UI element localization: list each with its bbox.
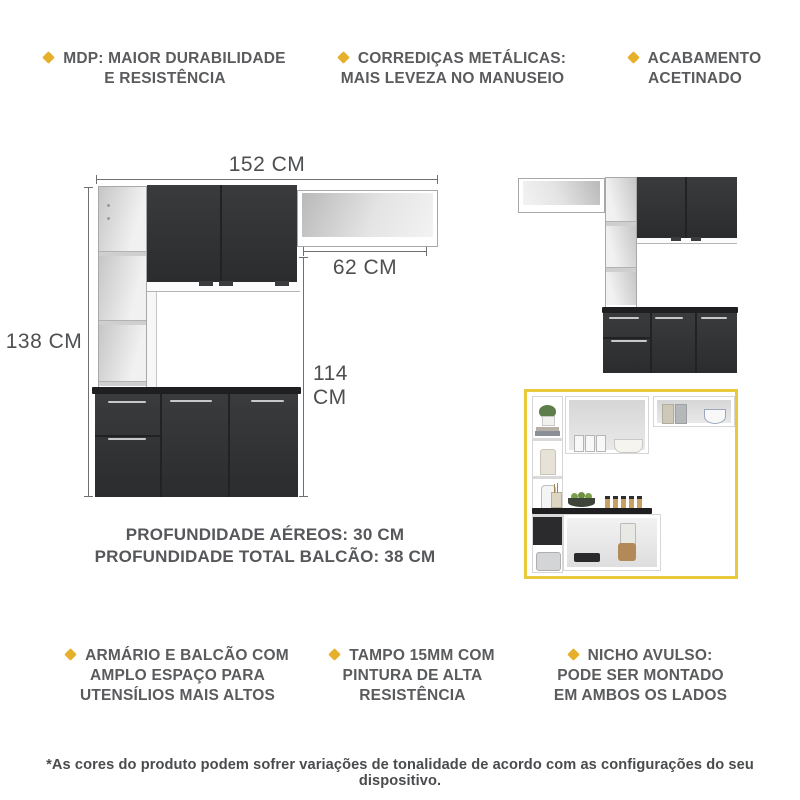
aerial-niche-drawing-mirrored [518,178,605,213]
photo-blender-base [618,543,636,561]
bottom-feature-tampo [315,646,510,706]
feature-line [40,686,315,706]
shelf-tower-drawing [98,186,147,388]
dimension-label-niche-width: 62 CM [332,256,398,279]
top-feature-mdp [30,49,300,89]
diamond-bullet-icon [64,648,77,661]
diamond-bullet-icon [337,51,350,64]
base-cabinet-drawing-mirrored [603,313,737,373]
photo-plant-pot [542,416,555,426]
photo-pot [536,552,561,571]
photo-shelf [533,476,562,479]
drawer-divider [95,435,160,437]
feature-text: CORREDIÇAS METÁLICAS: [357,50,567,67]
feature-text: UTENSÍLIOS MAIS ALTOS [79,687,276,704]
door-handle [275,281,289,286]
hinge-dot-icon [107,217,110,220]
feature-line [325,69,580,89]
photo-books [535,431,560,436]
dimension-label-total-height: 138 CM [5,330,83,353]
door-divider [220,185,222,282]
photo-blender-jug [620,523,636,545]
tower-compartment [99,325,146,381]
door-divider [695,313,697,373]
depth-notes [65,524,465,568]
photo-glass [596,435,606,452]
feature-text: NICHO AVULSO: [587,647,713,664]
feature-text: EM AMBOS OS LADOS [553,687,728,704]
tower-compartment [606,178,636,221]
styled-photo-box [524,389,738,579]
photo-utensil [557,483,558,493]
feature-line [30,69,300,89]
niche-interior [302,193,433,237]
feature-text: E RESISTÊNCIA [104,70,226,87]
feature-text: RESISTÊNCIA [359,687,466,704]
wall-cabinet-bottom-panel [637,238,737,244]
door-handle [199,281,213,286]
dimension-label-total-width: 152 CM [228,153,306,176]
feature-line [538,686,743,706]
countertop-drawing [92,387,301,394]
tower-compartment [99,187,146,251]
photo-fruit-bowl [568,498,595,507]
tower-compartment [606,272,636,305]
door-handle [701,317,727,319]
bottom-feature-armario [40,646,315,706]
wall-cabinet-bottom-panel [147,282,300,292]
photo-base-cabinet [563,514,661,571]
top-feature-corredicas [325,49,580,89]
door-handle [170,400,212,402]
drawer-handle [609,317,639,319]
feature-line [595,69,795,89]
photo-canister [540,449,556,475]
photo-canister [675,404,687,424]
photo-pan [574,553,600,562]
photo-shelf [533,438,562,441]
feature-text: AMPLO ESPAÇO PARA [89,667,266,684]
photo-utensil [554,484,555,493]
dimension-line-counter-height [303,257,304,497]
photo-glass [574,435,584,452]
photo-utensil-cup [551,492,562,508]
dimension-line-total-width [96,179,438,180]
drawer-divider [603,337,650,339]
diamond-bullet-icon [42,51,55,64]
photo-patterned-bowl [704,409,726,424]
aerial-niche-drawing [297,190,438,247]
niche-interior [523,181,600,205]
feature-line [40,666,315,686]
feature-line [315,646,510,666]
feature-text: PINTURA DE ALTA [342,667,483,684]
photo-glass [585,435,595,452]
feature-line [315,666,510,686]
photo-niche [653,396,735,427]
depth-counter-text: PROFUNDIDADE TOTAL BALCÃO: 38 CM [94,547,436,566]
door-handle [219,281,233,286]
photo-bowl [614,439,643,453]
diamond-bullet-icon [328,648,341,661]
tower-side-panel [147,292,157,387]
color-disclaimer-note: *As cores do produto podem sofrer variações de tonalidade de acordo com as configurações do seu dispositivo. [46,757,754,789]
feature-text: PODE SER MONTADO [557,667,724,684]
section-divider [650,313,652,373]
door-handle [251,400,284,402]
tower-compartment [606,226,636,267]
base-cabinet-drawing [95,394,298,497]
wall-cabinet-drawing [147,185,297,282]
door-handle [655,317,683,319]
diamond-bullet-icon [627,51,640,64]
feature-text: MAIS LEVEZA NO MANUSEIO [340,70,565,87]
feature-line [538,646,743,666]
door-divider [685,177,687,238]
tower-compartment [99,256,146,320]
door-handle [611,340,647,342]
bottom-feature-nicho [538,646,743,706]
feature-text: TAMPO 15MM COM [349,647,495,664]
photo-shelf-tower [532,396,563,573]
photo-black-drawer [533,517,562,545]
feature-text: ACETINADO [648,70,742,87]
door-handle [108,438,146,440]
feature-line [538,666,743,686]
door-handle [691,237,701,241]
photo-wall-cabinet [565,396,649,454]
shelf-tower-drawing-mirrored [605,177,637,308]
tower-shelf [99,381,146,386]
door-divider [228,394,230,497]
feature-text: ACABAMENTO [647,50,762,67]
depth-aerial-text: PROFUNDIDADE AÉREOS: 30 CM [125,525,405,544]
drawer-handle [108,401,146,403]
feature-line [30,49,300,69]
top-feature-acabamento [595,49,795,89]
feature-text: ARMÁRIO E BALCÃO COM [85,647,289,664]
dimension-label-counter-height: 114 CM [313,362,348,409]
wall-cabinet-drawing-mirrored [637,177,737,238]
hinge-dot-icon [107,204,110,207]
door-handle [671,237,681,241]
section-divider [160,394,162,497]
feature-line [40,646,315,666]
feature-line [315,686,510,706]
dimension-line-niche-width [303,251,427,252]
feature-line [325,49,580,69]
diamond-bullet-icon [567,648,580,661]
feature-line [595,49,795,69]
feature-text: MDP: MAIOR DURABILIDADE [63,50,286,67]
photo-canister [662,404,674,424]
dimension-line-total-height [88,187,89,497]
